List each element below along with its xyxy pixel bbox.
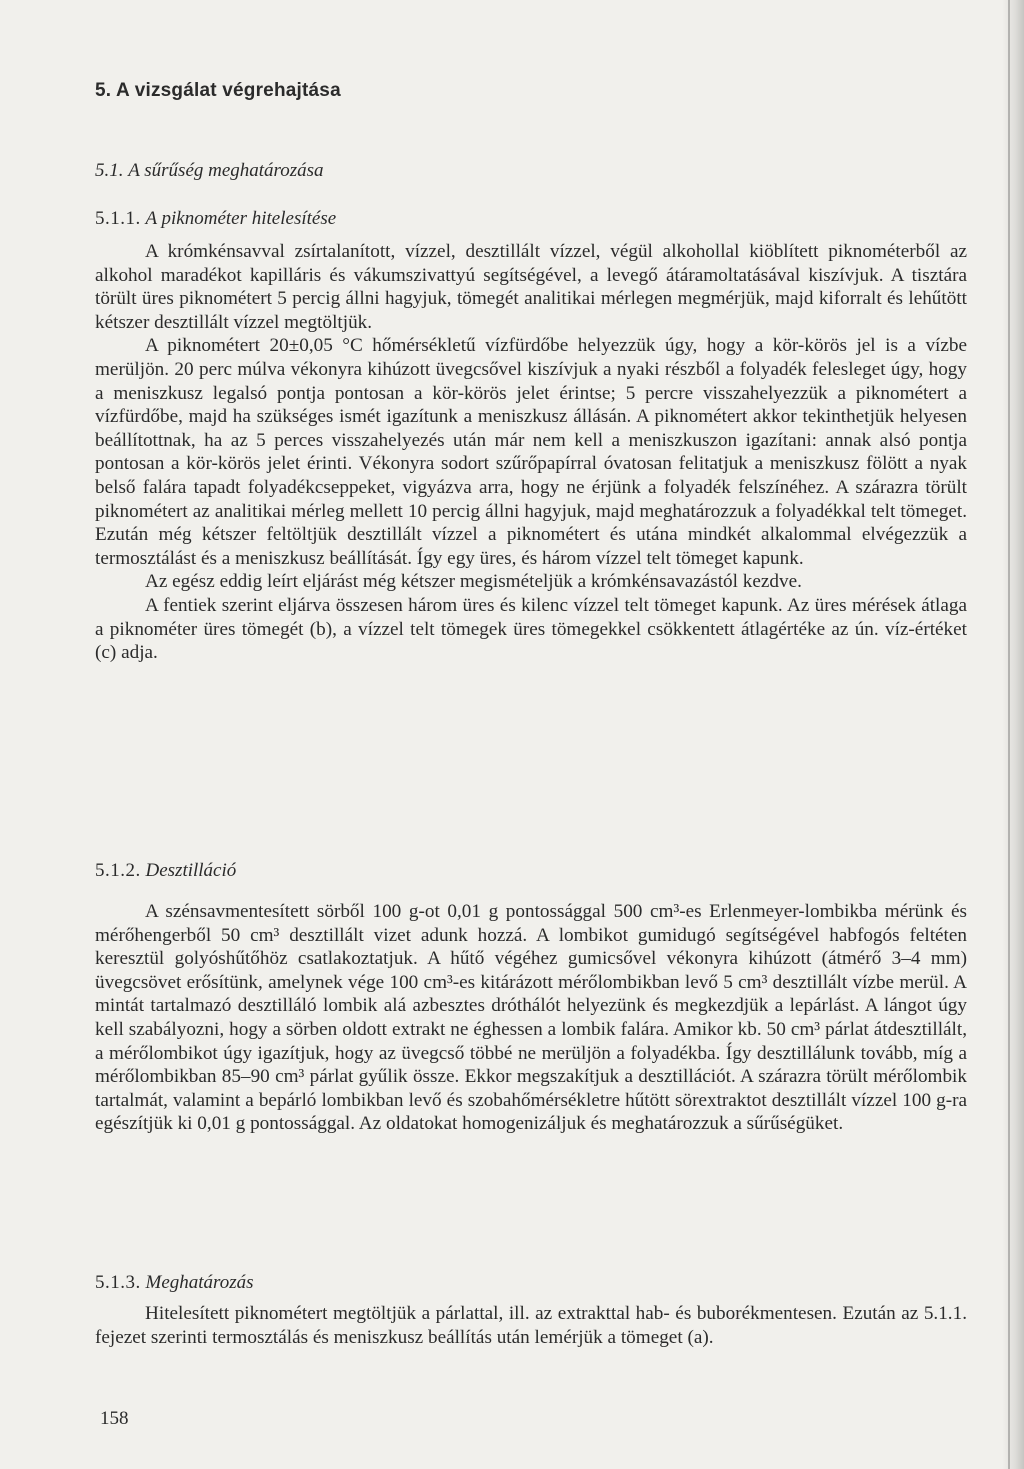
- page-number: 158: [100, 1408, 129, 1429]
- subsection-body-1: [95, 240, 967, 665]
- chapter-heading: 5. A vizsgálat végrehajtása: [95, 80, 341, 101]
- subsection-number: 5.1.2.: [95, 860, 141, 881]
- paragraph: A piknométert 20±0,05 °C hőmérsékletű vízfürdőbe helyezzük úgy, hogy a kör-körös jel is a vízbe merüljön. 20 perc múlva vékonyra kihúzott üvegcsővel kiszívjuk a nyaki részből a folyadék felesleget úgy, hogy a meniszkusz legalsó pontja pontosan a kör-körös jelet érintse; 5 percre visszahelyezzük a piknométert a vízfürdőbe, majd ha szükséges ismét igazítunk a meniszkusz állásán. A piknométert akkor tekinthetjük helyesen beállítottnak, ha az 5 perces visszahelyezés után már nem kell a meniszkuszon igazítani: annak alsó pontja pontosan a kör-körös jelet érinti. Vékonyra sodort szűrőpapírral óvatosan felitatjuk a meniszkusz fölött a nyak belső falára tapadt folyadékcseppeket, vigyázva arra, hogy ne érjünk a folyadék felszínéhez. A szárazra törült piknométert az analitikai mérleg mellett 10 percig állni hagyjuk, majd meghatározzuk a folyadékkal telt tömeget. Ezután még kétszer feltöltjük desztillált vízzel a piknométert és utána mindkét alkalommal elvégezzük a termosztálást és a meniszkusz beállítását. Így egy üres, és három vízzel telt tömeget kapunk.: [95, 335, 967, 569]
- section-number: 5.1.: [95, 160, 124, 181]
- paragraph: A fentiek szerint eljárva összesen három üres és kilenc vízzel telt tömeget kapunk. Az üres mérések átlaga a piknométer üres tömegét (b), a vízzel telt tömegek üres tömegekkel csökkentett átlagértéke az ún. víz-értéket (c) adja.: [95, 594, 967, 664]
- section-heading: [95, 160, 324, 182]
- subsection-heading-3: [95, 1272, 254, 1294]
- subsection-title: Meghatározás: [145, 1272, 254, 1293]
- subsection-title: Desztilláció: [145, 860, 237, 881]
- page-edge-shadow: [1002, 0, 1024, 1469]
- paragraph: Hitelesített piknométert megtöltjük a párlattal, ill. az extrakttal hab- és buborékmentesen. Ezután az 5.1.1. fejezet szerinti termosztálás és meniszkusz beállítás után lemérjük a tömeget (a).: [95, 1303, 967, 1348]
- paragraph: Az egész eddig leírt eljárást még kétszer megismételjük a krómkénsavazástól kezdve.: [145, 571, 802, 593]
- paragraph: A szénsavmentesített sörből 100 g-ot 0,01 g pontossággal 500 cm³-es Erlenmeyer-lombikba mérünk és mérőhengerből 50 cm³ desztillált vizet adunk hozzá. A lombikot gumidugó segítségével habfogós feltéten keresztül golyóshűtőhöz csatlakoztatjuk. A hűtő végéhez gumicsővel vékonyra kihúzott (átmérő 3–4 mm) üvegcsövet erősítünk, amelynek vége 100 cm³-es kitárázott mérőlombikban levő 5 cm³ desztillált vízbe merül. A mintát tartalmazó desztilláló lombik alá azbesztes dróthálót helyezünk és megkezdjük a lepárlást. A lángot úgy kell szabályozni, hogy a sörben oldott extrakt ne éghessen a lombik falára. Amikor kb. 50 cm³ párlat átdesztillált, a mérőlombikot úgy igazítjuk, hogy az üvegcső többé ne merüljön a folyadékba. Így desztillálunk tovább, míg a mérőlombikban 85–90 cm³ párlat gyűlik össze. Ekkor megszakítjuk a desztillációt. A szárazra törült mérőlombik tartalmát, valamint a bepárló lombikban levő és szobahőmérsékletre hűtött sörextraktot desztillált vízzel 100 g-ra egészítjük ki 0,01 g pontossággal. Az oldatokat homogenizáljuk és meghatározzuk a sűrűségüket.: [95, 901, 967, 1135]
- section-title: A sűrűség meghatározása: [128, 160, 324, 181]
- subsection-body-2: [95, 900, 967, 1136]
- subsection-number: 5.1.3.: [95, 1272, 141, 1293]
- subsection-body-3: [95, 1302, 967, 1349]
- subsection-heading-1: [95, 208, 336, 230]
- subsection-number: 5.1.1.: [95, 208, 141, 229]
- page-edge-line: [1008, 0, 1010, 1469]
- paragraph: A krómkénsavval zsírtalanított, vízzel, desztillált vízzel, végül alkohollal kiöblített piknométerből az alkohol maradékot kapilláris és vákumszivattyú segítségével, a levegő átáramoltatásával kiszívjuk. A tisztára törült üres piknométert 5 percig állni hagyjuk, tömegét analitikai mérlegen megmérjük, majd kiforralt és lehűtött kétszer desztillált vízzel megtöltjük.: [95, 241, 967, 333]
- subsection-title: A piknométer hitelesítése: [145, 208, 337, 229]
- subsection-heading-2: [95, 860, 236, 882]
